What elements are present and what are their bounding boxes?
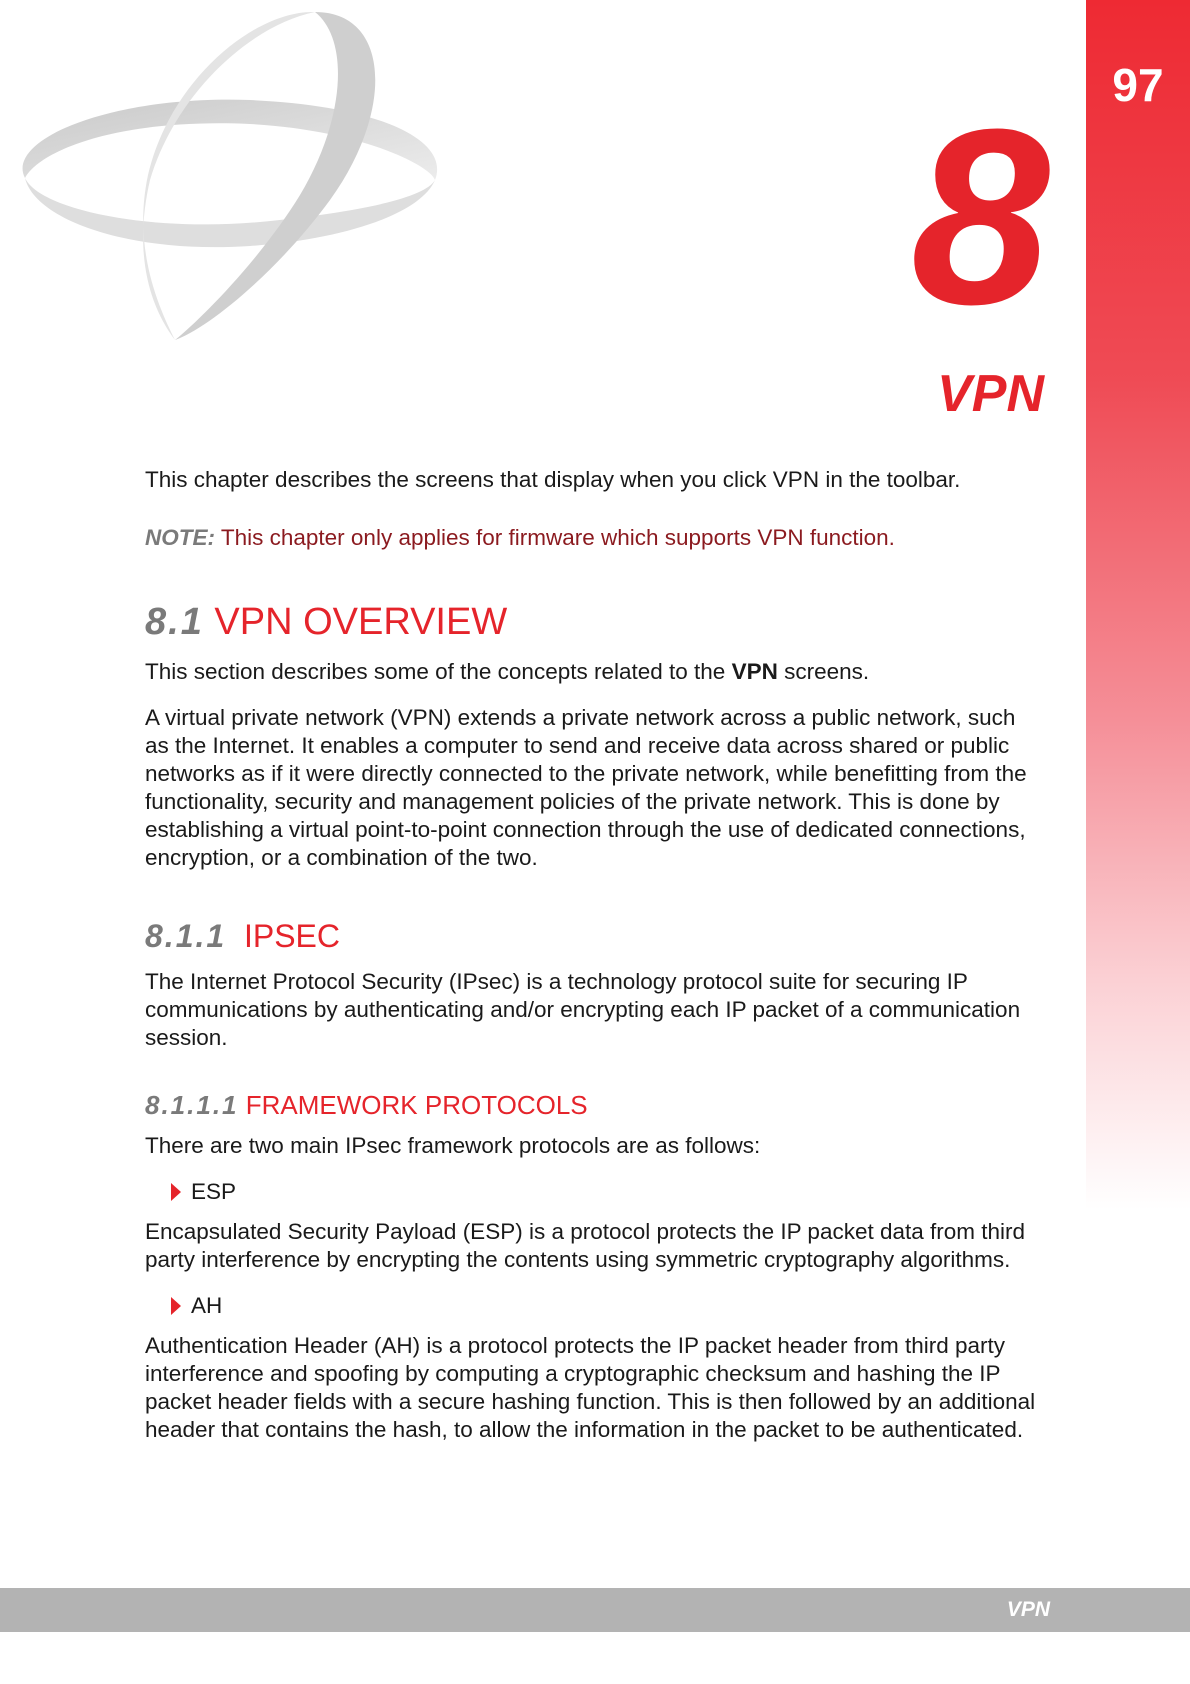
section-heading-8-1	[145, 600, 1045, 644]
chapter-title: VPN	[937, 365, 1044, 423]
chapter-intro: This chapter describes the screens that display when you click VPN in the toolbar.	[145, 467, 961, 492]
section-paragraph: There are two main IPsec framework protocols are as follows:	[145, 1133, 761, 1158]
section-paragraph	[145, 658, 1045, 686]
bullet-arrow-icon	[171, 1297, 181, 1315]
note-label: NOTE:	[145, 525, 215, 550]
bold-term: VPN	[731, 659, 778, 684]
section-title: IPSEC	[243, 918, 340, 954]
text-span: screens.	[777, 659, 870, 684]
bullet-arrow-icon	[171, 1183, 181, 1201]
section-heading-8-1-1-1	[145, 1088, 1045, 1122]
section-title: FRAMEWORK PROTOCOLS	[245, 1090, 588, 1120]
brand-logo-icon	[0, 0, 440, 365]
bullet-item	[171, 1292, 1045, 1320]
section-number: 8.1.1.1	[145, 1090, 239, 1120]
section-paragraph: A virtual private network (VPN) extends a private network across a public network, such as the Internet. It enables a computer to send and receive data across shared or public networks as if it were directly connected to the private network, while benefitting from the functionality, security and management policies of the private network. This is done by establishing a virtual point-to-point connection through the use of dedicated connections, encryption, or a combination of the two.	[145, 705, 1027, 870]
section-title: VPN OVERVIEW	[214, 601, 508, 643]
footer-bar	[0, 1588, 1190, 1632]
footer-title: VPN	[1006, 1598, 1050, 1621]
text-span: This section describes some of the concepts related to the	[145, 659, 732, 684]
chapter-number: 8	[910, 77, 1050, 356]
bullet-label: ESP	[191, 1179, 237, 1204]
section-number: 8.1	[145, 601, 204, 643]
bullet-label: AH	[191, 1293, 223, 1318]
section-heading-8-1-1	[145, 916, 1045, 956]
note-text: This chapter only applies for firmware which supports VPN function.	[220, 525, 895, 550]
note	[145, 524, 1045, 552]
bullet-description: Encapsulated Security Payload (ESP) is a protocol protects the IP packet data from third party interference by encrypting the contents using symmetric cryptography algorithms.	[145, 1219, 1026, 1272]
chapter-sidebar-tab	[1086, 0, 1190, 1210]
bullet-description: Authentication Header (AH) is a protocol protects the IP packet header from third party interference and spoofing by computing a cryptographic checksum and hashing the IP packet header fields with a secure hashing function. This is then followed by an additional header that contains the hash, to allow the information in the packet to be authenticated.	[145, 1333, 1036, 1442]
bullet-item	[171, 1178, 1045, 1206]
section-number: 8.1.1	[145, 918, 227, 954]
page-number: 97	[1112, 59, 1164, 111]
section-paragraph: The Internet Protocol Security (IPsec) is a technology protocol suite for securing IP communications by authenticating and/or encrypting each IP packet of a communication session.	[145, 969, 1021, 1050]
page-content	[145, 466, 1045, 1444]
